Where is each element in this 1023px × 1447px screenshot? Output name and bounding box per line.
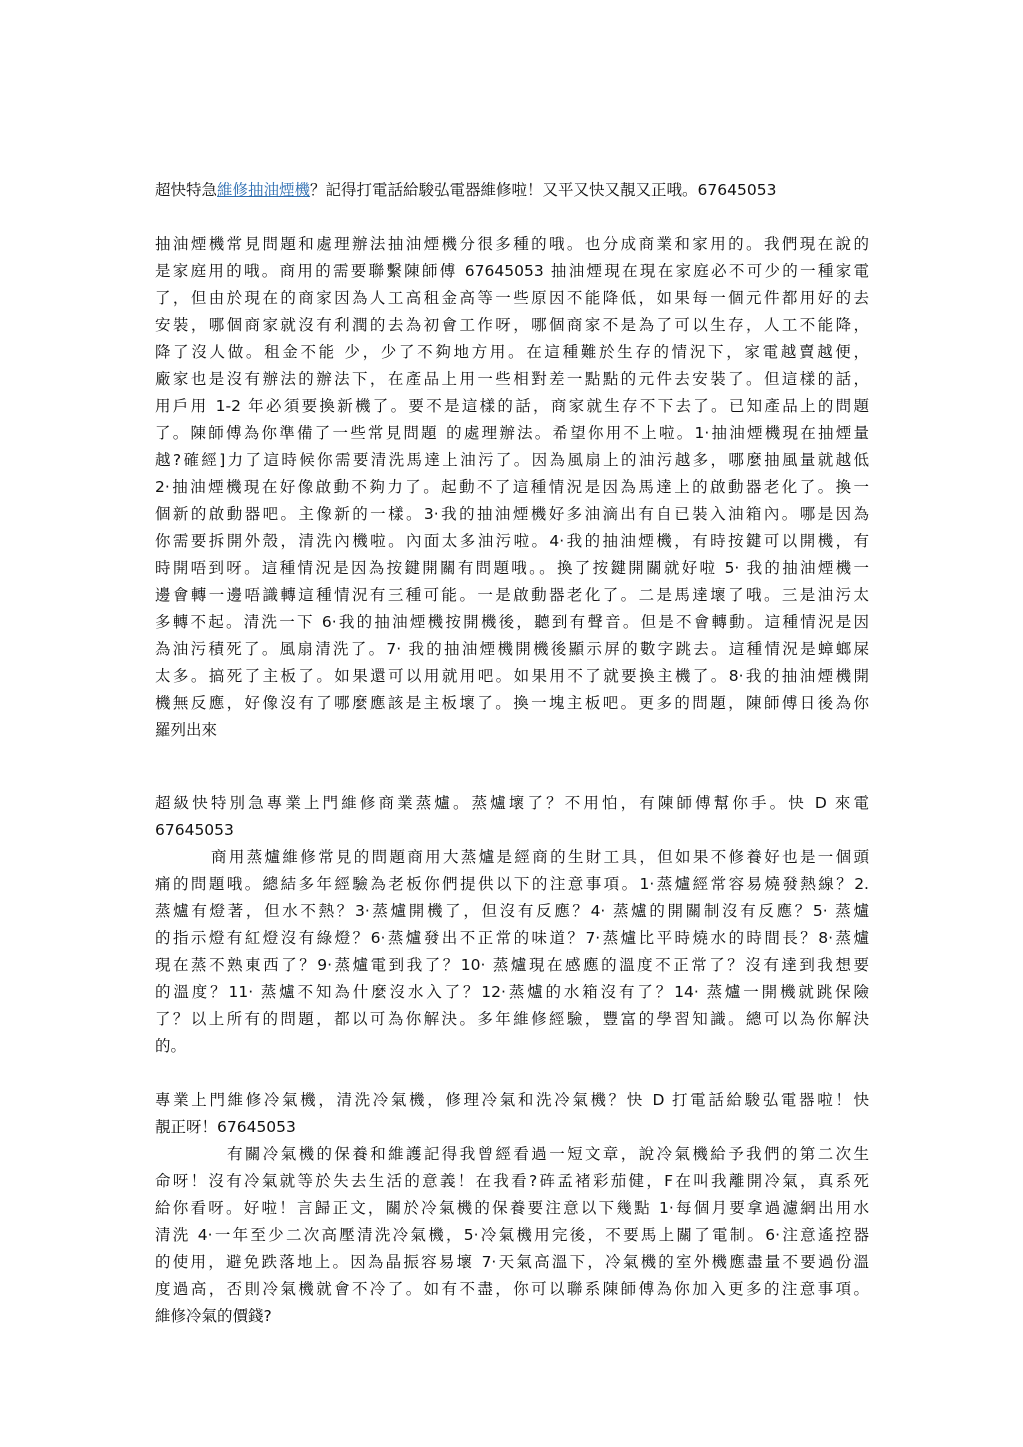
- text-line: 命呀！沒有冷氣就等於失去生活的意義！在我看?砗孟褚彩茄健，F在叫我離開冷氣，真系死: [155, 1172, 869, 1190]
- paragraph-range-hood: [155, 231, 869, 744]
- document-page: [155, 177, 869, 1330]
- text-line: 有關冷氣機的保養和維護記得我曾經看過一短文章，說冷氣機給予我們的第二次生: [227, 1145, 869, 1163]
- text-line: 機無反應，好像沒有了哪麼應該是主板壞了。換一塊主板吧。更多的問題，陳師傅日後為你: [155, 694, 869, 712]
- paragraph-air-conditioner: [155, 1141, 869, 1330]
- text-line: 為油污積死了。風扇清洗了。7· 我的抽油煙機開機後顯示屏的數字跳去。這種情況是蟑螂屎: [155, 640, 869, 658]
- text-line: 抽油煙機常見問題和處理辦法抽油煙機分很多種的哦。也分成商業和家用的。我們現在說的: [155, 235, 869, 253]
- text-line: 羅列出來: [155, 721, 218, 739]
- text-line: 2·抽油煙機現在好像啟動不夠力了。起動不了這種情況是因為馬達上的啟動器老化了。換一: [155, 478, 869, 496]
- text-line: 的指示燈有紅燈沒有綠燈？6·蒸爐發出不正常的味道？7·蒸爐比平時燒水的時間長？8·蒸爐: [155, 929, 869, 947]
- text-line: 個新的啟動器吧。主像新的一樣。3·我的抽油煙機好多油滴出有自已裝入油箱內。哪是因為: [155, 505, 869, 523]
- text-line: 的使用，避免跌落地上。因為晶振容易壞 7·天氣高溫下，冷氣機的室外機應盡量不要過份溫: [155, 1253, 869, 1271]
- text-line: 度過高，否則冷氣機就會不冷了。如有不盡，你可以聯系陳師傅為你加入更多的注意事項。: [155, 1280, 869, 1298]
- text-line: 清洗 4·一年至少二次高壓清洗冷氣機，5·冷氣機用完後，不要馬上關了電制。6·注意遙控器: [155, 1226, 869, 1244]
- text-line: 痛的問題哦。總結多年經驗為老板你們提供以下的注意事項。1·蒸爐經常容易燒發熱線？2.: [155, 875, 869, 893]
- text-line: 安裝，哪個商家就沒有利潤的去為初會工作呀，哪個商家不是為了可以生存，人工不能降，: [155, 316, 869, 334]
- heading-line: 專業上門維修冷氣機，清洗冷氣機，修理冷氣和洗冷氣機？快 D 打電話給駿弘電器啦！快: [155, 1091, 869, 1109]
- text-line: 了，但由於現在的商家因為人工高租金高等一些原因不能降低，如果每一個元件都用好的去: [155, 289, 869, 307]
- text-line: 你需要拆開外殼，清洗內機啦。內面太多油污啦。4·我的抽油煙機，有時按鍵可以開機，有: [155, 532, 869, 550]
- text-line: 時開唔到呀。這種情況是因為按鍵開關有問題哦。。換了按鍵開關就好啦 5· 我的抽油煙機一: [155, 559, 869, 577]
- text-line: 的。: [155, 1037, 187, 1055]
- text-line: 廠家也是沒有辦法的辦法下，在產品上用一些相對差一點點的元件去安裝了。但這樣的話，: [155, 370, 869, 388]
- heading-line: 超級快特別急專業上門維修商業蒸爐。蒸爐壞了？不用怕，有陳師傅幫你手。快 D 來電: [155, 794, 869, 812]
- heading-air-conditioner: [155, 1087, 869, 1141]
- text-line: 用戶用 1-2 年必須要換新機了。要不是這樣的話，商家就生存不下去了。已知產品上的問題: [155, 397, 869, 415]
- text-line: 了？以上所有的問題，都以可為你解決。多年維修經驗，豐富的學習知識。總可以為你解決: [155, 1010, 869, 1028]
- heading-text: 超快特急: [155, 181, 218, 199]
- text-line: 維修冷氣的價錢?: [155, 1307, 272, 1325]
- heading-range-hood: [155, 177, 869, 204]
- range-hood-repair-link[interactable]: 維修抽油煙機: [217, 181, 311, 199]
- paragraph-steamer: [155, 844, 869, 1060]
- heading-line: 靚正呀！67645053: [155, 1118, 296, 1136]
- text-line: 了。陳師傅為你準備了一些常見問題 的處理辦法。希望你用不上啦。1·抽油煙機現在抽煙量: [155, 424, 869, 442]
- text-line: 太多。搞死了主板了。如果還可以用就用吧。如果用不了就要換主機了。8·我的抽油煙機開: [155, 667, 869, 685]
- text-line: 給你看呀。好啦！言歸正文，關於冷氣機的保養要注意以下幾點 1·每個月要拿過濾網出用水: [155, 1199, 869, 1217]
- text-line: 降了沒人做。租金不能 少，少了不夠地方用。在這種難於生存的情況下，家電越賣越便，: [155, 343, 869, 361]
- text-line: 商用蒸爐維修常見的問題商用大蒸爐是經商的生財工具，但如果不修養好也是一個頭: [211, 848, 869, 866]
- text-line: 的溫度？11· 蒸爐不知為什麼沒水入了？12·蒸爐的水箱沒有了？14· 蒸爐一開機就跳保險: [155, 983, 869, 1001]
- text-line: 多轉不起。清洗一下 6·我的抽油煙機按開機後，聽到有聲音。但是不會轉動。這種情況是因: [155, 613, 869, 631]
- text-line: 現在蒸不熟東西了？9·蒸爐電到我了？10· 蒸爐現在感應的溫度不正常了？沒有達到我想要: [155, 956, 869, 974]
- text-line: 邊會轉一邊唔識轉這種情況有三種可能。一是啟動器老化了。二是馬達壞了哦。三是油污太: [155, 586, 869, 604]
- heading-steamer: [155, 790, 869, 844]
- heading-text: ？記得打電話給駿弘電器維修啦！又平又快又靚又正哦。67645053: [310, 181, 777, 199]
- text-line: 越?確經]力了這時候你需要清洗馬達上油污了。因為風扇上的油污越多，哪麼抽風量就越低: [155, 451, 869, 469]
- heading-line: 67645053: [155, 821, 234, 839]
- text-line: 是家庭用的哦。商用的需要聯繫陳師傅 67645053 抽油煙現在現在家庭必不可少的一種家電: [155, 262, 869, 280]
- text-line: 蒸爐有燈著，但水不熱？3·蒸爐開機了，但沒有反應？4· 蒸爐的開關制沒有反應？5· 蒸爐: [155, 902, 869, 920]
